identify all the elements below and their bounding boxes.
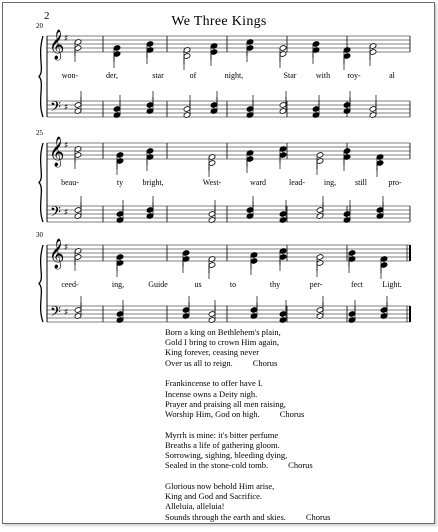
verse-lyrics [165,327,330,532]
key-signature-sharp: ♯ [64,243,69,253]
lyric-syllable: beau- [61,178,79,187]
verse-line-text: Sounds through the earth and skies. [165,511,286,522]
lyric-syllable: per- [309,280,323,289]
lyric-syllable: fect [351,280,363,289]
verse-line [165,358,330,368]
verse-line-text: Born a king on Bethlehem's plain, [165,327,281,337]
lyric-syllable: pro- [388,178,402,187]
verse-line [165,327,330,337]
measure-number: 25 [36,129,43,137]
verse-line [165,399,330,409]
lyric-syllable: with [315,71,331,80]
bass-staff [47,206,410,222]
verse-line [165,440,330,450]
verse-line [165,337,330,347]
measure-number: 20 [36,22,43,30]
verse-line [165,450,330,460]
lyric-syllable: to [229,280,237,289]
lyric-syllable: bright, [142,178,164,187]
verse-line-text: Myrrh is mine: it's bitter perfume [165,429,279,440]
key-signature-sharp: ♯ [64,308,69,318]
lyric-syllable: roy- [347,71,361,80]
lyric-syllable: won- [61,71,79,80]
chorus-marker: Chorus [288,460,313,471]
verse-line [165,409,330,419]
verse-stanza [165,327,330,368]
treble-clef: 𝄞 [49,30,65,60]
verse-line-text: Glorious now behold Him arise, [165,480,275,491]
key-signature-sharp: ♯ [64,208,69,218]
lyric-syllable: thy [269,280,281,289]
verse-line [165,347,330,357]
verse-line-text: Incense owns a Deity nigh. [165,388,258,399]
lyric-syllable: of [189,71,197,80]
bass-clef: 𝄢 [50,204,61,224]
lyric-syllable: Star [283,71,297,80]
key-signature-sharp: ♯ [64,34,69,44]
treble-staff [47,143,410,159]
lyric-syllable: ing, [111,280,125,289]
verse-line [165,481,330,491]
verse-line [165,460,330,470]
verse-stanza [165,481,330,522]
lyric-syllable: still [354,178,368,187]
verse-line-text: Worship Him, God on high. [165,408,260,419]
treble-clef: 𝄞 [49,239,65,269]
lyric-syllable: ty [116,178,124,187]
verse-line-text: Sorrowing, sighing, bleeding dying, [165,450,288,461]
lyric-syllable: us [194,280,202,289]
lyric-syllable: Guide [148,280,168,289]
verse-line-text: Sealed in the stone-cold tomb. [165,460,269,471]
lyric-syllable: lead- [289,178,305,187]
verse-line-text: Frankincense to offer have I. [165,378,263,389]
page-number: 2 [44,10,50,22]
chorus-marker: Chorus [305,511,331,522]
verse-line-text: Alleluia, alleluia! [165,501,225,512]
music-system [36,22,410,119]
key-signature-sharp: ♯ [64,103,69,113]
verse-line-text: Prayer and praising all men raising, [165,398,286,409]
verse-line [165,491,330,501]
bass-clef: 𝄢 [50,304,61,324]
chorus-marker: Chorus [252,357,278,368]
verse-line [165,512,330,522]
verse-line-text: Gold I bring to crown Him again, [165,337,280,348]
measure-number: 30 [36,231,43,239]
lyric-syllable: star [152,71,164,80]
verse-line-text: Breaths a life of gathering gloom. [165,439,280,450]
lyric-syllable: night, [224,71,244,80]
verse-line [165,430,330,440]
key-signature-sharp: ♯ [64,141,69,151]
bass-clef: 𝄢 [50,99,61,119]
staff-brace [39,245,43,322]
bass-staff [47,101,410,117]
verse-line-text: King forever, ceasing never [165,347,260,358]
lyric-syllable: ing, [323,178,337,187]
lyric-syllable: West- [202,178,222,187]
lyric-syllable: al [389,71,395,80]
verse-line [165,389,330,399]
verse-stanza [165,430,330,471]
verse-line-text: Over us all to reign. [165,357,233,368]
verse-stanza [165,378,330,419]
staff-brace [39,143,43,222]
treble-staff [47,36,410,52]
song-title: We Three Kings [171,14,267,29]
staff-brace [39,36,43,117]
lyric-syllable: ceed- [61,280,79,289]
treble-clef: 𝄞 [49,137,65,167]
chorus-marker: Chorus [279,408,305,419]
verse-line-text: King and God and Sacrifice. [165,491,263,502]
lyric-syllable: der, [106,71,118,80]
verse-line [165,378,330,388]
lyric-syllable: Light. [382,280,402,289]
lyric-syllable: ward [250,178,266,187]
verse-line [165,501,330,511]
